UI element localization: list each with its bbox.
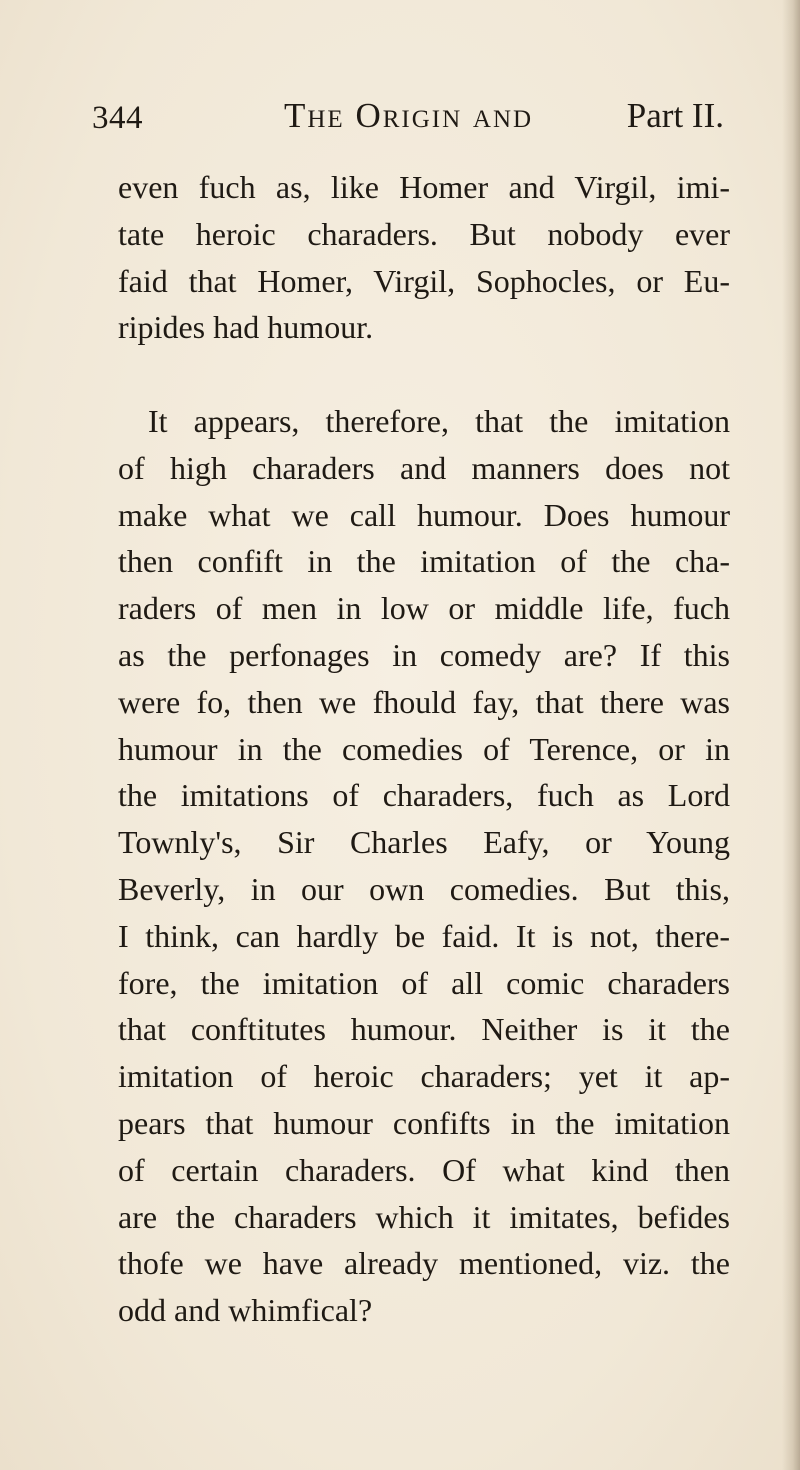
running-header <box>92 92 724 142</box>
body-text <box>118 164 730 1334</box>
text-line: humour in the comedies of Terence, or in <box>118 730 730 767</box>
text-line: fore, the imitation of all comic charaders <box>118 964 730 1001</box>
text-line: ripides had humour. <box>118 309 374 346</box>
text-line: tate heroic charaders. But nobody ever <box>118 215 730 252</box>
text-line: then confift in the imitation of the cha- <box>118 543 730 580</box>
page-edge-shadow <box>782 0 800 1470</box>
text-line: the imitations of charaders, fuch as Lord <box>118 777 730 814</box>
part-label: Part II. <box>626 96 724 135</box>
text-line: thofe we have already mentioned, viz. the <box>118 1245 730 1282</box>
text-line: of high charaders and manners does not <box>118 449 730 486</box>
text-line: faid that Homer, Virgil, Sophocles, or Eu- <box>118 262 730 299</box>
text-line: raders of men in low or middle life, fuch <box>118 590 730 627</box>
running-title: The Origin and <box>284 96 534 135</box>
text-line: of certain charaders. Of what kind then <box>118 1151 730 1188</box>
text-line: I think, can hardly be faid. It is not, there- <box>118 917 730 954</box>
text-line: that conftitutes humour. Neither is it the <box>118 1011 730 1048</box>
page-number: 344 <box>92 100 143 136</box>
text-line: It appears, therefore, that the imitation <box>148 402 730 439</box>
text-line: make what we call humour. Does humour <box>118 496 730 533</box>
text-line: Beverly, in our own comedies. But this, <box>118 870 730 907</box>
text-line: even fuch as, like Homer and Virgil, imi- <box>118 169 730 205</box>
text-line: imitation of heroic charaders; yet it ap- <box>118 1058 730 1095</box>
text-line: are the charaders which it imitates, befides <box>118 1198 730 1235</box>
paragraph-gap <box>118 351 730 398</box>
text-line: pears that humour confifts in the imitation <box>118 1104 730 1141</box>
text-line: were fo, then we fhould fay, that there was <box>118 683 730 720</box>
text-line: as the perfonages in comedy are? If this <box>118 636 730 673</box>
text-line: odd and whimfical? <box>118 1292 373 1329</box>
text-line: Townly's, Sir Charles Eafy, or Young <box>118 824 730 861</box>
